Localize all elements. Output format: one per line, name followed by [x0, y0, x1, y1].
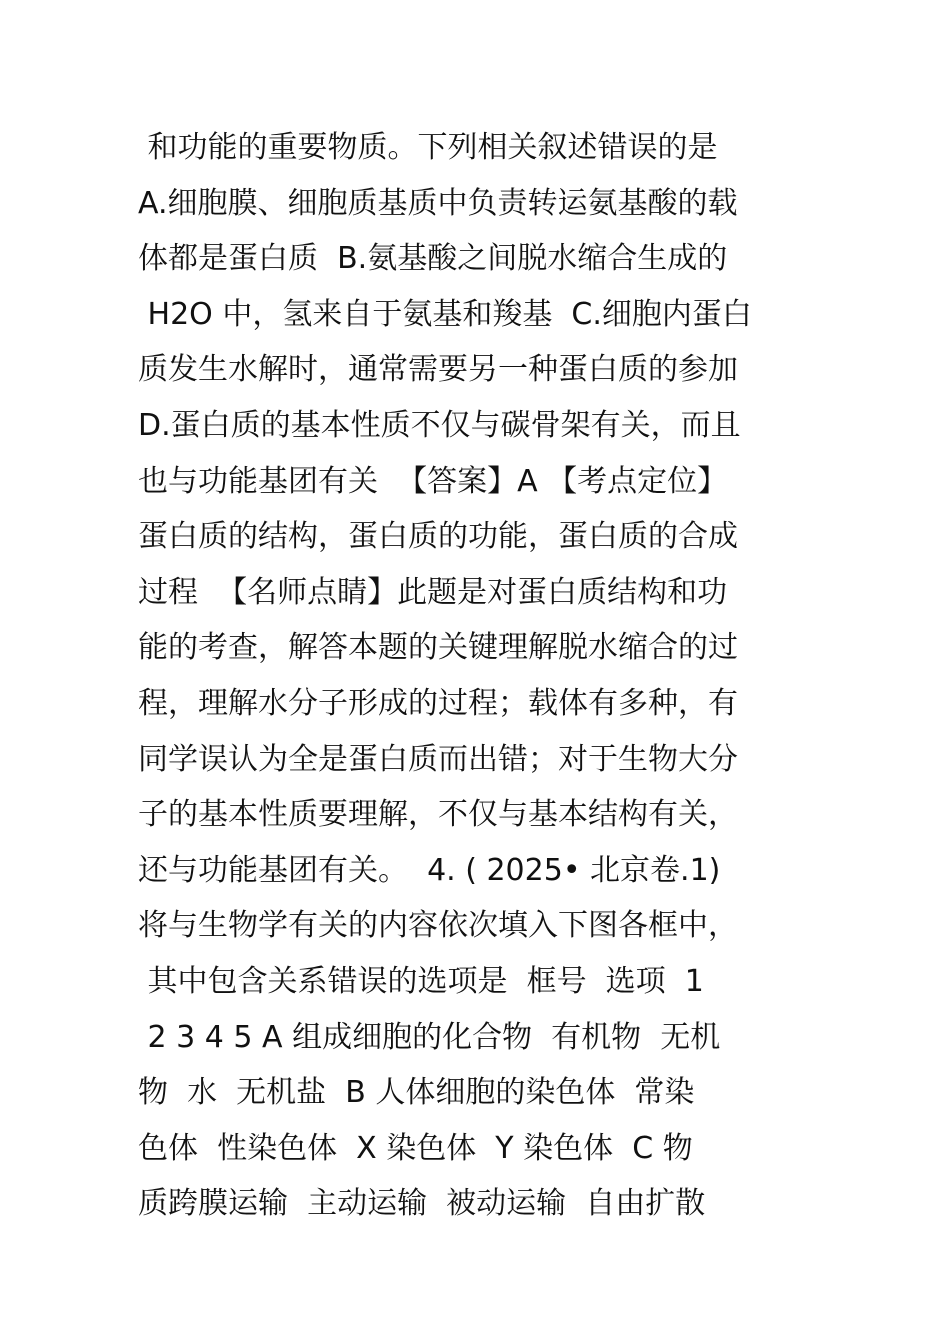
text-line: A.细胞膜、细胞质基质中负责转运氨基酸的载 — [138, 185, 738, 221]
text-line: 质发生水解时，通常需要另一种蛋白质的参加 — [138, 352, 738, 388]
text-line: 蛋白质的结构，蛋白质的功能，蛋白质的合成 — [138, 519, 738, 555]
text-line: 能的考查，解答本题的关键理解脱水缩合的过 — [138, 630, 738, 666]
text-line: 其中包含关系错误的选项是 框号 选项 1 — [138, 963, 704, 999]
text-line: H2O 中，氢来自于氨基和羧基 C.细胞内蛋白 — [138, 296, 752, 332]
text-line: 2 3 4 5 A 组成细胞的化合物 有机物 无机 — [138, 1019, 721, 1055]
text-line: 色体 性染色体 X 染色体 Y 染色体 C 物 — [138, 1130, 693, 1166]
text-line: 也与功能基团有关 【答案】A 【考点定位】 — [138, 463, 728, 499]
text-line: 程，理解水分子形成的过程；载体有多种，有 — [138, 685, 738, 721]
text-line: 和功能的重要物质。下列相关叙述错误的是 — [138, 130, 718, 165]
text-line: 体都是蛋白质 B.氨基酸之间脱水缩合生成的 — [138, 241, 728, 277]
text-line: 过程 【名师点睛】此题是对蛋白质结构和功 — [138, 574, 728, 610]
text-line: 质跨膜运输 主动运输 被动运输 自由扩散 — [138, 1186, 706, 1222]
text-line: 同学误认为全是蛋白质而出错；对于生物大分 — [138, 741, 738, 777]
body-text — [138, 120, 818, 1232]
text-line: 还与功能基团有关。 4. ( 2025• 北京卷.1) — [138, 852, 721, 888]
text-line: D.蛋白质的基本性质不仅与碳骨架有关，而且 — [138, 407, 741, 443]
text-line: 将与生物学有关的内容依次填入下图各框中， — [138, 908, 738, 944]
text-line: 物 水 无机盐 B 人体细胞的染色体 常染 — [138, 1075, 695, 1111]
text-line: 子的基本性质要理解，不仅与基本结构有关， — [138, 797, 738, 833]
